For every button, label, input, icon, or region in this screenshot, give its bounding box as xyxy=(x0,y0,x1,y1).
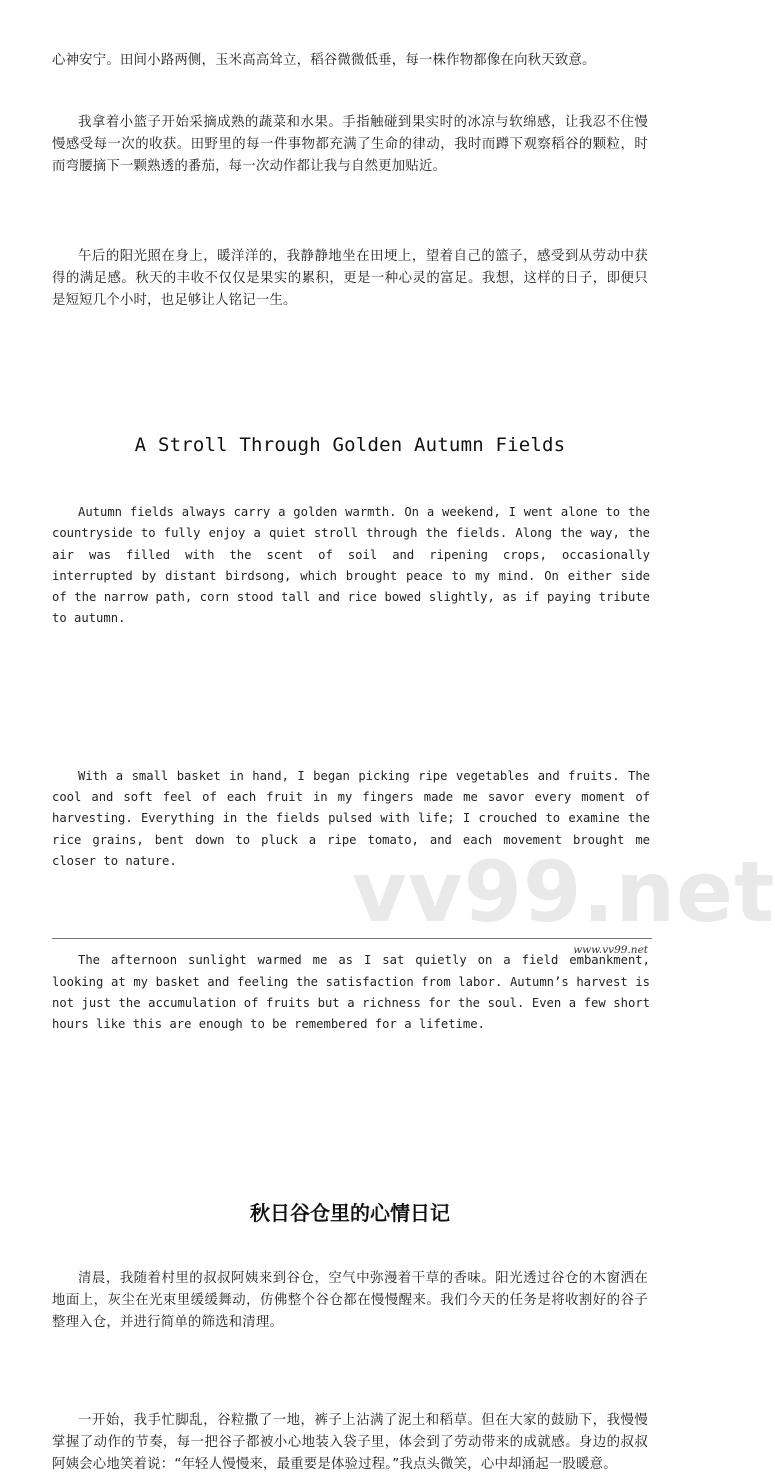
section-title-zh: 秋日谷仓里的心情日记 xyxy=(250,1201,450,1226)
footer-url: www.vv99.net xyxy=(573,944,648,956)
en-paragraph-3: The afternoon sunlight warmed me as I sat quietly on a field embankment, looking at my basket and feeling the satisfaction from labor. Autumn’s harvest is not just the accumulation of fruits but a richness for the soul. Even a few short hours like this are enough to be remembered for a lifetime. xyxy=(52,953,650,1032)
zh-paragraph-2: 我拿着小篮子开始采摘成熟的蔬菜和水果。手指触碰到果实时的冰凉与软绵感，让我忍不住慢慢感受每一次的收获。田野里的每一件事物都充满了生命的律动，我时而蹲下观察稻谷的颗粒，时而弯腰摘下一颗熟透的番茄，每一次动作都让我与自然更加贴近。 xyxy=(52,115,648,174)
footer-divider xyxy=(52,938,652,939)
zh-paragraph-3: 午后的阳光照在身上，暖洋洋的，我静静地坐在田埂上，望着自己的篮子，感受到从劳动中获得的满足感。秋天的丰收不仅仅是果实的累积，更是一种心灵的富足。我想，这样的日子，即便只是短短几个小时，也足够让人铭记一生。 xyxy=(52,249,648,308)
watermark-logo: vv99.net xyxy=(352,843,775,941)
en-paragraph-1: Autumn fields always carry a golden warmth. On a weekend, I went alone to the countryside to fully enjoy a quiet stroll through the fields. Along the way, the air was filled with the scent of soil and ripening crops, occasionally interrupted by distant birdsong, which brought peace to my mind. On either side of the narrow path, corn stood tall and rice bowed slightly, as if paying tribute to autumn. xyxy=(52,505,650,626)
section-title-en: A Stroll Through Golden Autumn Fields xyxy=(134,434,566,456)
zh-paragraph-5: 一开始，我手忙脚乱，谷粒撒了一地，裤子上沾满了泥土和稻草。但在大家的鼓励下，我慢慢掌握了动作的节奏，每一把谷子都被小心地装入袋子里，体会到了劳动带来的成就感。身边的叔叔阿姨会心地笑着说：“年轻人慢慢来，最重要是体验过程。”我点头微笑，心中却涌起一股暖意。 xyxy=(52,1413,648,1473)
zh-paragraph-4: 清晨，我随着村里的叔叔阿姨来到谷仓，空气中弥漫着干草的香味。阳光透过谷仓的木窗洒在地面上，灰尘在光束里缓缓舞动，仿佛整个谷仓都在慢慢醒来。我们今天的任务是将收割好的谷子整理入仓，并进行简单的筛选和清理。 xyxy=(52,1271,648,1331)
en-paragraph-2: With a small basket in hand, I began picking ripe vegetables and fruits. The cool and soft feel of each fruit in my fingers made me savor every moment of harvesting. Everything in the fields pulsed with life; I crouched to examine the rice grains, bent down to pluck a ripe tomato, and each movement brought me closer to nature. xyxy=(52,768,650,868)
zh-paragraph-1: 心神安宁。田间小路两侧，玉米高高耸立，稻谷微微低垂，每一株作物都像在向秋天致意。 xyxy=(52,53,596,68)
